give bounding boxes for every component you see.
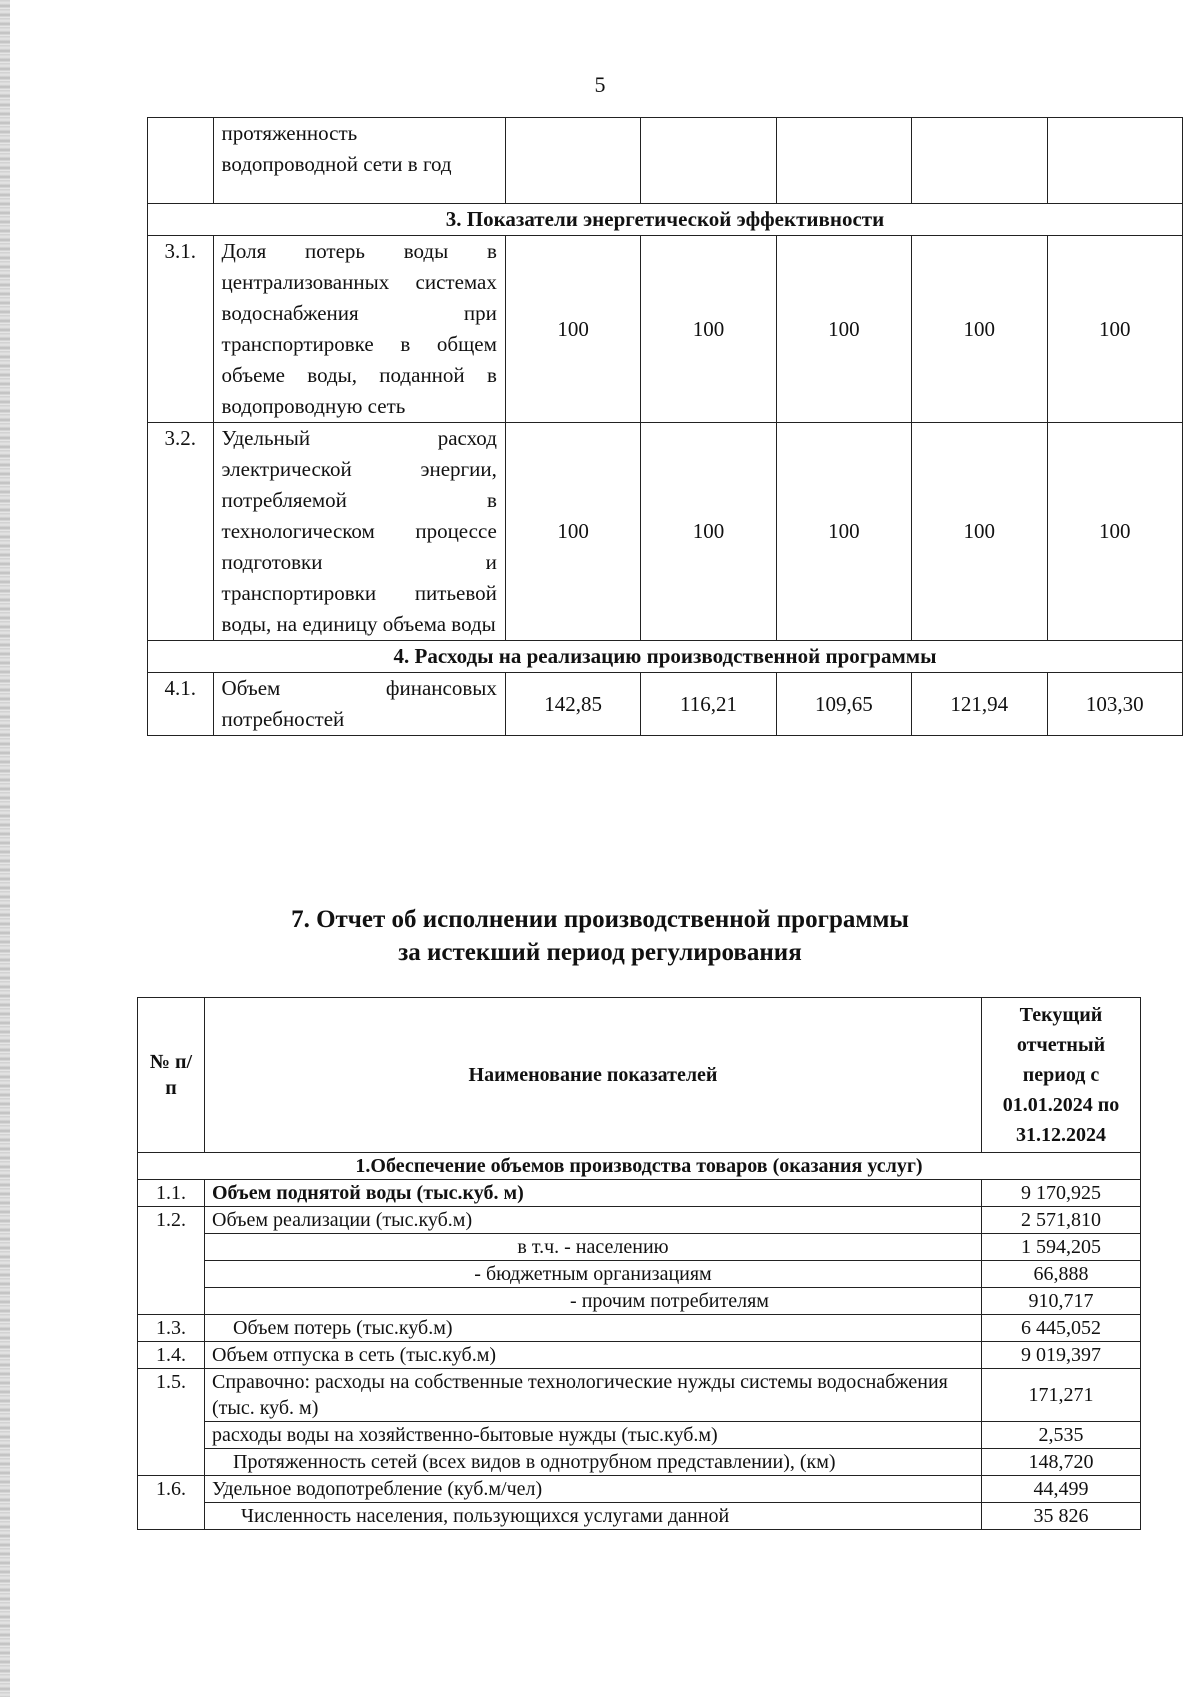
indicator-value <box>776 118 911 204</box>
indicator-value: 109,65 <box>776 673 911 736</box>
indicator-value: 100 <box>505 423 640 641</box>
indicator-value: 9 019,397 <box>982 1342 1141 1369</box>
table-row <box>138 1261 1141 1288</box>
indicator-value: 2 571,810 <box>982 1207 1141 1234</box>
indicator-value: 35 826 <box>982 1503 1141 1530</box>
row-number: 3.2. <box>148 423 214 641</box>
section-row <box>148 641 1183 673</box>
indicator-name: Объем реализации (тыс.куб.м) <box>205 1207 982 1234</box>
section-row <box>148 204 1183 236</box>
table-row <box>138 1288 1141 1315</box>
indicator-value: 100 <box>912 423 1047 641</box>
indicator-name: - бюджетным организациям <box>205 1261 982 1288</box>
indicator-name: Объем финансовых потребностей <box>213 673 505 736</box>
indicator-name: Объем отпуска в сеть (тыс.куб.м) <box>205 1342 982 1369</box>
table-row <box>138 1422 1141 1449</box>
indicator-value <box>641 118 776 204</box>
table-row <box>138 1476 1141 1503</box>
page-number: 5 <box>594 72 606 97</box>
indicator-value: 103,30 <box>1047 673 1183 736</box>
indicator-value: 100 <box>776 236 911 423</box>
indicator-value: 142,85 <box>505 673 640 736</box>
indicator-value: 148,720 <box>982 1449 1141 1476</box>
row-number: 1.2. <box>138 1207 205 1315</box>
indicator-value: 100 <box>1047 423 1183 641</box>
indicator-value: 66,888 <box>982 1261 1141 1288</box>
row-number: 1.3. <box>138 1315 205 1342</box>
row-number: 1.4. <box>138 1342 205 1369</box>
indicator-name: Доля потерь воды в централизованных системах водоснабжения при транспортировке в общем объеме воды, поданной в водопроводную сеть <box>213 236 505 423</box>
indicator-name: в т.ч. - населению <box>205 1234 982 1261</box>
table-row <box>138 1503 1141 1530</box>
indicator-value: 100 <box>912 236 1047 423</box>
row-number: 1.6. <box>138 1476 205 1530</box>
section-title: 3. Показатели энергетической эффективности <box>148 204 1183 236</box>
table-row <box>138 1180 1141 1207</box>
indicators-table <box>147 117 1183 736</box>
indicator-name: - прочим потребителям <box>205 1288 982 1315</box>
indicator-value: 9 170,925 <box>982 1180 1141 1207</box>
indicator-name: Объем потерь (тыс.куб.м) <box>205 1315 982 1342</box>
table-row <box>138 1207 1141 1234</box>
indicator-value: 910,717 <box>982 1288 1141 1315</box>
table-row <box>148 236 1183 423</box>
indicator-value: 100 <box>505 236 640 423</box>
indicator-value <box>1047 118 1183 204</box>
indicator-name: Объем поднятой воды (тыс.куб. м) <box>205 1180 982 1207</box>
table-row <box>138 1234 1141 1261</box>
indicator-value: 116,21 <box>641 673 776 736</box>
indicator-value: 1 594,205 <box>982 1234 1141 1261</box>
heading-line: 7. Отчет об исполнении производственной программы <box>291 906 909 933</box>
table-row <box>148 423 1183 641</box>
indicator-name: протяженность водопроводной сети в год <box>213 118 505 204</box>
report-table <box>137 997 1141 1530</box>
row-number: 3.1. <box>148 236 214 423</box>
indicator-name: Численность населения, пользующихся услугами данной <box>205 1503 982 1530</box>
header-period: Текущий отчетный период с 01.01.2024 по 31.12.2024 <box>982 998 1141 1153</box>
indicator-name: Удельное водопотребление (куб.м/чел) <box>205 1476 982 1503</box>
indicator-value: 171,271 <box>982 1369 1141 1422</box>
indicator-name: расходы воды на хозяйственно-бытовые нужды (тыс.куб.м) <box>205 1422 982 1449</box>
section-title: 4. Расходы на реализацию производственной программы <box>148 641 1183 673</box>
header-name: Наименование показателей <box>205 998 982 1153</box>
row-number: 1.5. <box>138 1369 205 1476</box>
table-row <box>148 673 1183 736</box>
indicator-value: 100 <box>641 236 776 423</box>
table-row <box>148 118 1183 204</box>
table-row <box>138 1449 1141 1476</box>
table-row <box>138 1342 1141 1369</box>
heading-line: за истекший период регулирования <box>398 939 802 966</box>
indicator-value: 6 445,052 <box>982 1315 1141 1342</box>
section-row <box>138 1153 1141 1180</box>
header-number: № п/п <box>138 998 205 1153</box>
scan-edge <box>0 0 10 1697</box>
indicator-value: 100 <box>641 423 776 641</box>
header-row <box>138 998 1141 1153</box>
indicator-name: Справочно: расходы на собственные технологические нужды системы водоснабжения (тыс. куб. м) <box>205 1369 982 1422</box>
row-number: 1.1. <box>138 1180 205 1207</box>
indicator-value: 2,535 <box>982 1422 1141 1449</box>
section-title: 1.Обеспечение объемов производства товаров (оказания услуг) <box>138 1153 1141 1180</box>
section-heading <box>0 903 1200 969</box>
indicator-value: 121,94 <box>912 673 1047 736</box>
indicator-value <box>912 118 1047 204</box>
indicator-name: Протяженность сетей (всех видов в однотрубном представлении), (км) <box>205 1449 982 1476</box>
table-row <box>138 1369 1141 1422</box>
row-number <box>148 118 214 204</box>
indicator-value: 44,499 <box>982 1476 1141 1503</box>
table-row <box>138 1315 1141 1342</box>
row-number: 4.1. <box>148 673 214 736</box>
indicator-value: 100 <box>1047 236 1183 423</box>
indicator-value: 100 <box>776 423 911 641</box>
indicator-value <box>505 118 640 204</box>
indicator-name: Удельный расход электрической энергии, потребляемой в технологическом процессе подготовки и транспортировки питьевой воды, на единицу объема воды <box>213 423 505 641</box>
